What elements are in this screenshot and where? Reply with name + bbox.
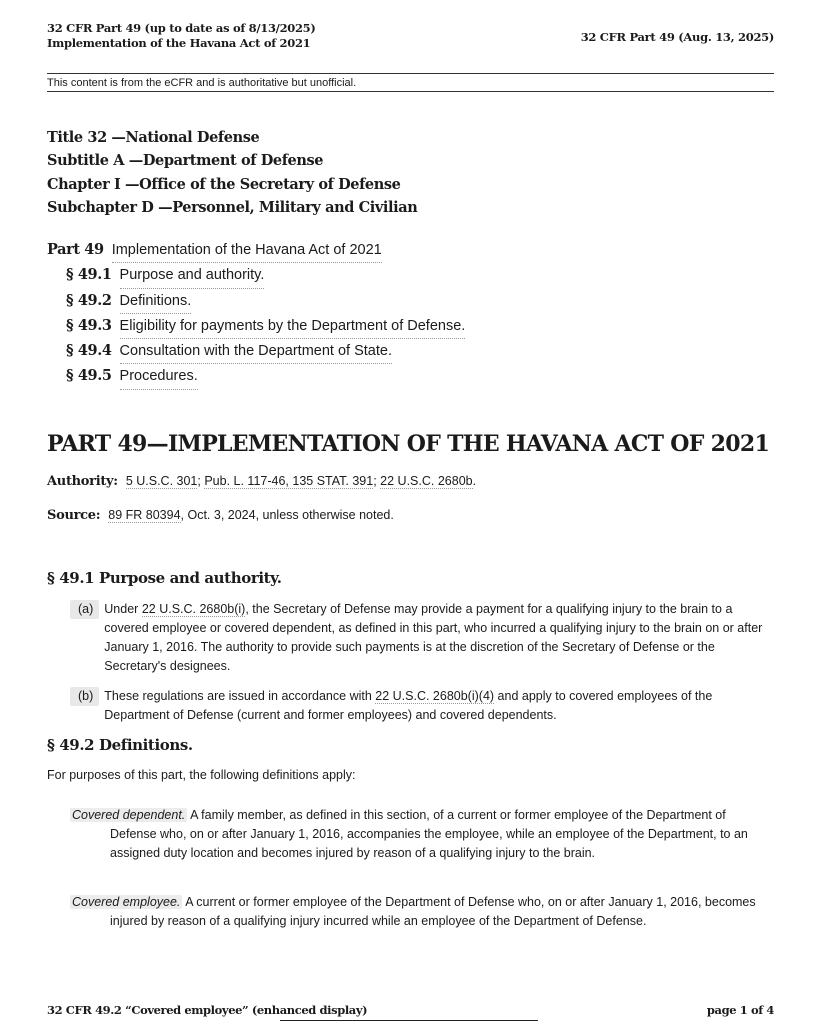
running-header-right: 32 CFR Part 49 (Aug. 13, 2025)	[580, 30, 774, 44]
usc-link[interactable]: 22 U.S.C. 2680b(i)	[141, 602, 246, 616]
authority-end: .	[472, 474, 477, 488]
authority-notice: This content is from the eCFR and is authoritative but unofficial.	[47, 73, 774, 92]
source-fr-link[interactable]: 89 FR 80394	[108, 508, 181, 522]
paragraph-a	[70, 600, 775, 676]
definition-covered-employee	[70, 893, 775, 931]
authority-separator: ;	[197, 474, 205, 488]
hierarchy-chapter: Chapter I —Office of the Secretary of Defense	[47, 175, 401, 193]
section-49-1-heading: § 49.1 Purpose and authority.	[47, 569, 282, 587]
toc-section-link[interactable]: Purpose and authority.	[120, 264, 265, 288]
hierarchy-subchapter: Subchapter D —Personnel, Military and Civilian	[47, 198, 418, 216]
part-heading: PART 49—IMPLEMENTATION OF THE HAVANA ACT OF 2021	[47, 431, 770, 457]
definition-text: A family member, as defined in this section, of a current or former employee of the Department of Defense who, on or after January 1, 2016, accompanies the employee, while an employee of the Department, to an assigned duty location and becomes injured by reason of a qualifying injury to the brain.	[110, 808, 748, 860]
toc-section-link[interactable]: Eligibility for payments by the Department of Defense.	[120, 315, 466, 339]
definition-text: A current or former employee of the Department of Defense who, on or after January 1, 2016, becomes injured by reason of a qualifying injury incurred while an employee of the Department of Defense.	[110, 895, 756, 928]
paragraph-text: and apply to covered employees of the Department of Defense (current and former employees) and covered dependents.	[104, 689, 713, 722]
usc-link[interactable]: 22 U.S.C. 2680b(i)(4)	[375, 689, 495, 703]
toc-section-number: § 49.3	[66, 316, 112, 334]
authority-separator: ;	[373, 474, 381, 488]
toc-section-number: § 49.4	[66, 342, 112, 360]
paragraph-body-a	[104, 600, 775, 676]
paragraph-text: , the Secretary of Defense may provide a payment for a qualifying injury to the brain to a covered employee or covered dependent, as defined in this part, who incurred a qualifying injury to the brain on or after January 1, 2016. The authority to provide such payments is at the discretion of the Secretary of Defense or the Secretary's designees.	[104, 602, 763, 673]
definition-term[interactable]: Covered dependent.	[72, 808, 186, 822]
paragraph-text: Under	[104, 602, 142, 616]
authority-link-usc-2680b[interactable]: 22 U.S.C. 2680b	[380, 474, 473, 488]
paragraph-body-b	[104, 687, 775, 725]
paragraph-label-a[interactable]: (a)	[70, 600, 99, 619]
toc-part-link[interactable]: Implementation of the Havana Act of 2021	[112, 239, 382, 263]
toc-section-link[interactable]: Consultation with the Department of State.	[120, 340, 392, 364]
paragraph-label-b[interactable]: (b)	[70, 687, 99, 706]
header-part-title: Implementation of the Havana Act of 2021	[47, 36, 311, 50]
paragraph-b	[70, 687, 775, 725]
toc-part-number: Part 49	[47, 241, 104, 258]
toc-section-link[interactable]: Procedures.	[120, 365, 198, 389]
toc-section-number: § 49.2	[66, 291, 112, 309]
table-of-contents	[47, 238, 465, 390]
hierarchy-subtitle: Subtitle A —Department of Defense	[47, 152, 324, 170]
header-cfr-part-date: 32 CFR Part 49 (up to date as of 8/13/2025)	[47, 21, 316, 35]
toc-section-49-1	[47, 263, 465, 288]
toc-section-number: § 49.5	[66, 367, 112, 385]
hierarchy-block	[47, 126, 417, 219]
definition-term[interactable]: Covered employee.	[72, 895, 181, 909]
toc-part	[47, 238, 465, 263]
source-line	[47, 508, 394, 523]
toc-section-49-5	[47, 364, 465, 389]
definitions-intro: For purposes of this part, the following definitions apply:	[47, 768, 356, 782]
definition-covered-dependent	[70, 806, 775, 863]
toc-section-number: § 49.1	[66, 266, 112, 284]
authority-line	[47, 474, 476, 489]
running-header-left	[47, 21, 316, 51]
footer-citation: 32 CFR 49.2 “Covered employee” (enhanced display)	[47, 1003, 368, 1017]
paragraph-text: These regulations are issued in accordance with	[104, 689, 376, 703]
toc-section-49-2	[47, 289, 465, 314]
source-label: Source:	[47, 508, 101, 523]
toc-section-49-4	[47, 339, 465, 364]
toc-section-link[interactable]: Definitions.	[120, 290, 192, 314]
authority-link-usc-301[interactable]: 5 U.S.C. 301	[125, 474, 198, 488]
source-text: , Oct. 3, 2024, unless otherwise noted.	[180, 508, 394, 522]
authority-label: Authority:	[47, 474, 118, 489]
authority-link-pub-law[interactable]: Pub. L. 117-46, 135 STAT. 391	[204, 474, 374, 488]
footer-page-number: page 1 of 4	[706, 1003, 774, 1017]
footer-divider	[280, 1020, 538, 1021]
toc-section-49-3	[47, 314, 465, 339]
section-49-2-heading: § 49.2 Definitions.	[47, 736, 193, 754]
hierarchy-title: Title 32 —National Defense	[47, 129, 260, 146]
